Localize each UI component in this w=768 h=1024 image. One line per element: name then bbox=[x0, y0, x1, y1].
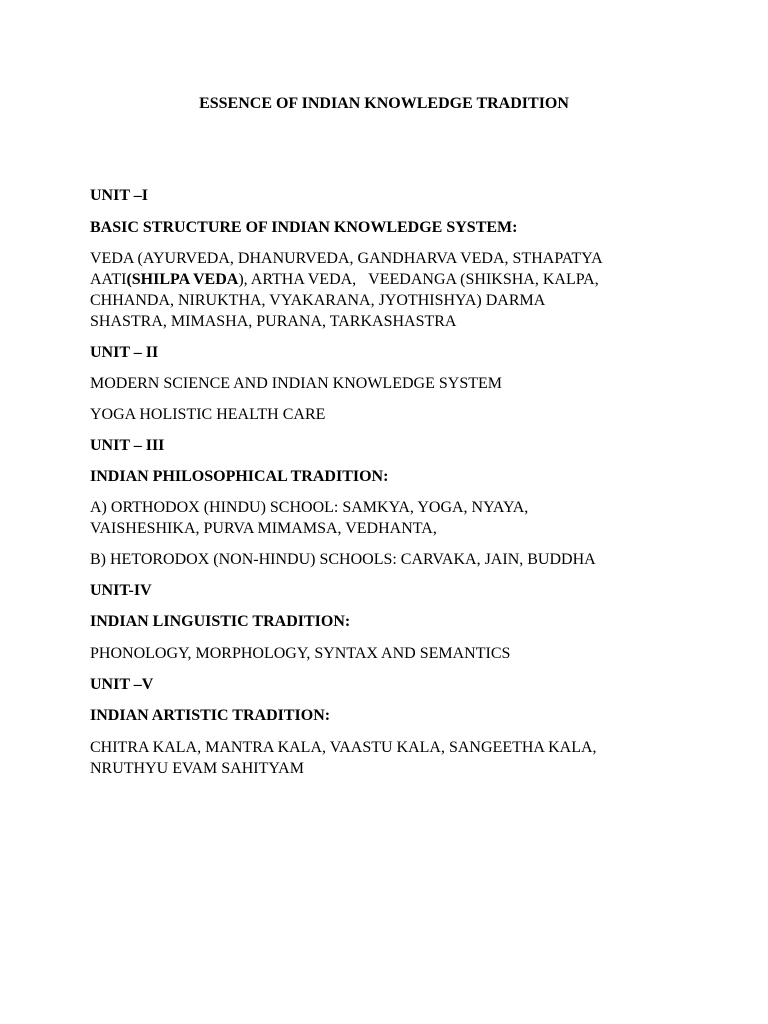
unit-3-heading: INDIAN PHILOSOPHICAL TRADITION: bbox=[90, 468, 389, 485]
unit-1-label: UNIT –I bbox=[90, 187, 148, 204]
unit-3-b-line-1: B) HETORODOX (NON-HINDU) SCHOOLS: CARVAKA, JAIN, BUDDHA bbox=[90, 551, 596, 568]
unit-5-label: UNIT –V bbox=[90, 676, 154, 693]
unit-4-line-1: PHONOLOGY, MORPHOLOGY, SYNTAX AND SEMANTICS bbox=[90, 645, 511, 662]
unit-2-item-2: YOGA HOLISTIC HEALTH CARE bbox=[90, 406, 326, 423]
unit-3-a-line-1: A) ORTHODOX (HINDU) SCHOOL: SAMKYA, YOGA, NYAYA, bbox=[90, 499, 529, 516]
unit-1-line-2 bbox=[90, 270, 599, 290]
unit-1-line-4: SHASTRA, MIMASHA, PURANA, TARKASHASTRA bbox=[90, 313, 457, 330]
unit-1-line-1: VEDA (AYURVEDA, DHANURVEDA, GANDHARVA VEDA, STHAPATYA bbox=[90, 250, 603, 267]
unit-4-heading: INDIAN LINGUISTIC TRADITION: bbox=[90, 613, 351, 630]
unit-5-line-2: NRUTHYU EVAM SAHITYAM bbox=[90, 760, 304, 777]
unit-3-a-line-2: VAISHESHIKA, PURVA MIMAMSA, VEDHANTA, bbox=[90, 520, 437, 537]
unit-5-line-1: CHITRA KALA, MANTRA KALA, VAASTU KALA, SANGEETHA KALA, bbox=[90, 739, 597, 756]
unit-4-label: UNIT-IV bbox=[90, 582, 152, 599]
unit-1-heading: BASIC STRUCTURE OF INDIAN KNOWLEDGE SYSTEM: bbox=[90, 219, 518, 236]
unit-3-label: UNIT – III bbox=[90, 437, 165, 454]
unit-2-label: UNIT – II bbox=[90, 344, 159, 361]
unit-5-heading: INDIAN ARTISTIC TRADITION: bbox=[90, 707, 331, 724]
unit-1-line-2-pre: AATI bbox=[90, 271, 127, 288]
document-title: ESSENCE OF INDIAN KNOWLEDGE TRADITION bbox=[199, 95, 569, 112]
unit-1-line-2-bold: (SHILPA VEDA bbox=[126, 271, 239, 288]
unit-1-line-2-post: ), ARTHA VEDA, VEEDANGA (SHIKSHA, KALPA, bbox=[238, 271, 599, 288]
unit-1-line-3: CHHANDA, NIRUKTHA, VYAKARANA, JYOTHISHYA) DARMA bbox=[90, 292, 546, 309]
unit-2-item-1: MODERN SCIENCE AND INDIAN KNOWLEDGE SYSTEM bbox=[90, 375, 502, 392]
